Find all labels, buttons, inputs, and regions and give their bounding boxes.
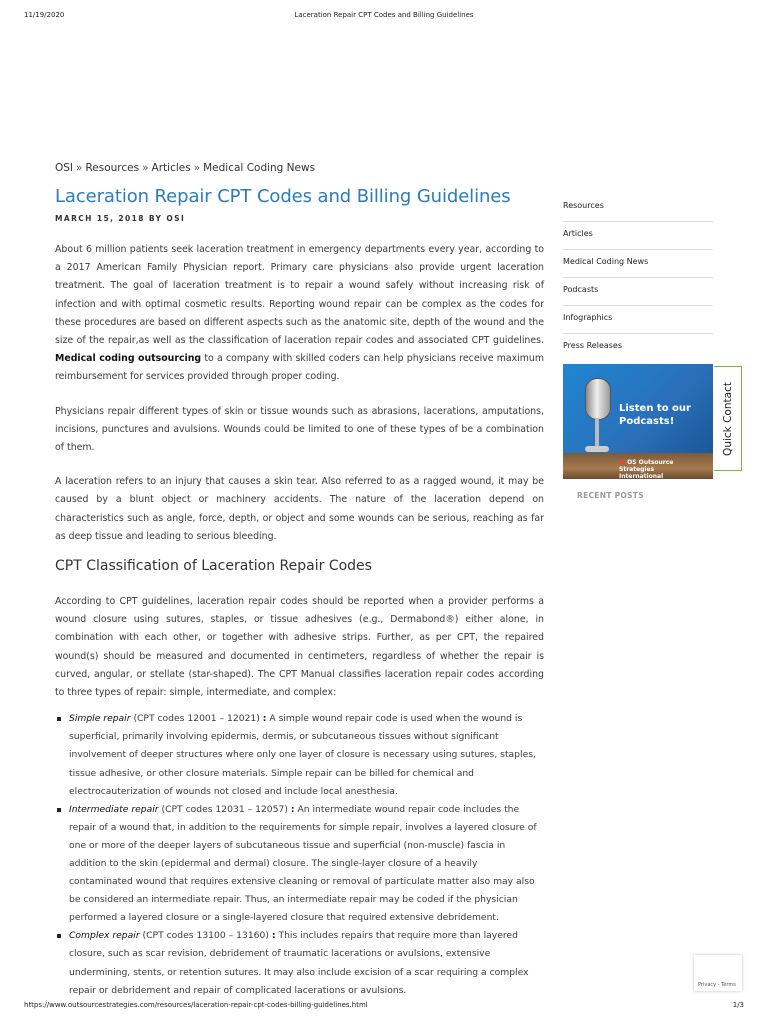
list-item-intermediate-repair bbox=[69, 801, 544, 928]
repair-text: This includes repairs that require more than layered closure, such as scar revision, debridement of traumatic lacerations or avulsions, extensive undermining, stents, or retention sutures. It may also include excision of a scar requiring a complex repair or debridement and repair of complicated lacerations or avulsions. bbox=[69, 930, 529, 996]
repair-text: An intermediate wound repair code includes the repair of a wound that, in addition to the requirements for simple repair, involves a layered closure of one or more of the deeper layers of subcutaneous tissue and superficial (non-muscle) fascia in addition to the skin (epidermal and dermal) closure. The single-layer closure of a heavily contaminated wound that requires extensive cleaning or removal of particulate matter also may also be considered an intermediate repair. Thus, an intermediate repair may be coded if the physician performed a layered closure or a single-layered closure that required extensive debridement. bbox=[69, 803, 537, 924]
repair-text: A simple wound repair code is used when the wound is superficial, primarily involving epidermis, dermis, or subcutaneous tissues without significant involvement of deeper structures where only one layer of closure is necessary using sutures, staples, tissue adhesive, or other closure materials. Simple repair can be billed for chemical and electrocauterization of wounds not closed and include local anesthesia. bbox=[69, 713, 536, 797]
repair-colon: : bbox=[262, 713, 267, 725]
sidebar-item-resources[interactable]: Resources bbox=[563, 194, 713, 222]
quick-contact-tab[interactable] bbox=[714, 366, 742, 471]
repair-codes: (CPT codes 13100 – 13160) bbox=[142, 930, 269, 942]
breadcrumb-osi[interactable]: OSI bbox=[55, 162, 74, 174]
print-header bbox=[24, 11, 744, 23]
repair-colon: : bbox=[290, 803, 295, 815]
repair-codes: (CPT codes 12031 – 12057) bbox=[161, 803, 288, 815]
bullet-icon bbox=[57, 717, 61, 721]
breadcrumb-separator: » bbox=[142, 162, 149, 174]
repair-types-list bbox=[55, 710, 544, 1000]
breadcrumb-medical-coding-news[interactable]: Medical Coding News bbox=[203, 162, 316, 174]
print-url: https://www.outsourcestrategies.com/resources/laceration-repair-cpt-codes-billing-guidelines.html bbox=[24, 1001, 368, 1009]
post-meta: MARCH 15, 2018 BY OSI bbox=[55, 214, 186, 223]
breadcrumb-separator: » bbox=[76, 162, 83, 174]
microphone-base bbox=[585, 446, 609, 452]
logo-text: OS Outsource Strategies International bbox=[619, 459, 674, 479]
quick-contact-label: Quick Contact bbox=[721, 381, 734, 456]
microphone-icon bbox=[585, 378, 611, 420]
sidebar-item-podcasts[interactable]: Podcasts bbox=[563, 278, 713, 306]
microphone-stand bbox=[595, 418, 599, 448]
sidebar-item-medical-coding-news[interactable]: Medical Coding News bbox=[563, 250, 713, 278]
laceration-definition-paragraph: A laceration refers to an injury that causes a skin tear. Also referred to as a ragged wound, it may be caused by a blunt object or machinery accidents. The nature of the laceration depend on characteristics such as angle, force, depth, or object and some wounds can be serious, reaching as far as deep tissue and leading to serious bleeding. bbox=[55, 476, 544, 542]
intro-text: About 6 million patients seek laceration treatment in emergency departments every year, according to a 2017 American Family Physician report. Primary care physicians also provide urgent laceration treatment. The goal of laceration treatment is to repair a wound safely without increasing risk of infection and with optimal cosmetic results. Reporting wound repair can be complex as the codes for these procedures are based on different aspects such as the anatomic site, depth of the wound and the size of the repair,as well as the classification of laceration repair codes and associated CPT guidelines. bbox=[55, 244, 544, 347]
breadcrumb-separator: » bbox=[193, 162, 201, 174]
repair-codes: (CPT codes 12001 – 12021) bbox=[133, 713, 260, 725]
sidebar-item-articles[interactable]: Articles bbox=[563, 222, 713, 250]
logo-mark: M bbox=[619, 459, 625, 466]
wound-types-paragraph: Physicians repair different types of skin or tissue wounds such as abrasions, lacerations, amputations, incisions, punctures and avulsions. Wounds could be limited to one of these types of be a combination of them. bbox=[55, 405, 544, 454]
breadcrumb bbox=[55, 160, 544, 176]
repair-name: Intermediate repair bbox=[69, 803, 159, 815]
article-main bbox=[55, 160, 544, 1000]
recaptcha-badge[interactable] bbox=[694, 955, 742, 991]
osi-logo bbox=[619, 459, 699, 479]
cpt-guidelines-paragraph: According to CPT guidelines, laceration repair codes should be reported when a provider performs a wound closure using sutures, staples, or tissue adhesives (e.g., Dermabond®) either alone, in combination with each other, or together with adhesive strips. Further, as per CPT, the repaired wound(s) should be measured and documented in centimeters, regardless of whether the repair is curved, angular, or stellate (star-shaped). The CPT Manual classifies laceration repair codes according to three types of repair: simple, intermediate, and complex: bbox=[55, 596, 544, 699]
repair-name: Complex repair bbox=[69, 930, 140, 942]
print-footer bbox=[24, 1001, 744, 1013]
list-item-simple-repair bbox=[69, 710, 544, 800]
section-title: CPT Classification of Laceration Repair Codes bbox=[55, 558, 372, 575]
list-item-complex-repair bbox=[69, 927, 544, 999]
page-title: Laceration Repair CPT Codes and Billing Guidelines bbox=[55, 186, 511, 207]
bullet-icon bbox=[57, 934, 61, 938]
podcast-banner-text: Listen to our Podcasts! bbox=[619, 403, 691, 427]
print-page-number: 1/3 bbox=[732, 1001, 744, 1009]
breadcrumb-articles[interactable]: Articles bbox=[151, 162, 191, 174]
recent-posts-heading: RECENT POSTS bbox=[577, 491, 644, 500]
breadcrumb-resources[interactable]: Resources bbox=[85, 162, 140, 174]
repair-name: Simple repair bbox=[69, 713, 131, 725]
print-title: Laceration Repair CPT Codes and Billing Guidelines bbox=[294, 11, 474, 19]
intro-tail: to a company with skilled coders can help physicians receive maximum reimbursement for services provided through proper coding. bbox=[55, 353, 544, 383]
medical-coding-outsourcing-link[interactable]: Medical coding outsourcing bbox=[55, 353, 202, 365]
bullet-icon bbox=[57, 808, 61, 812]
intro-paragraph bbox=[55, 241, 544, 387]
sidebar-item-infographics[interactable]: Infographics bbox=[563, 306, 713, 334]
print-date: 11/19/2020 bbox=[24, 11, 65, 19]
podcast-banner[interactable] bbox=[563, 364, 713, 479]
recaptcha-label: Privacy - Terms bbox=[698, 982, 736, 988]
repair-colon: : bbox=[271, 930, 276, 942]
sidebar bbox=[563, 194, 713, 500]
sidebar-item-press-releases[interactable]: Press Releases bbox=[563, 341, 623, 350]
